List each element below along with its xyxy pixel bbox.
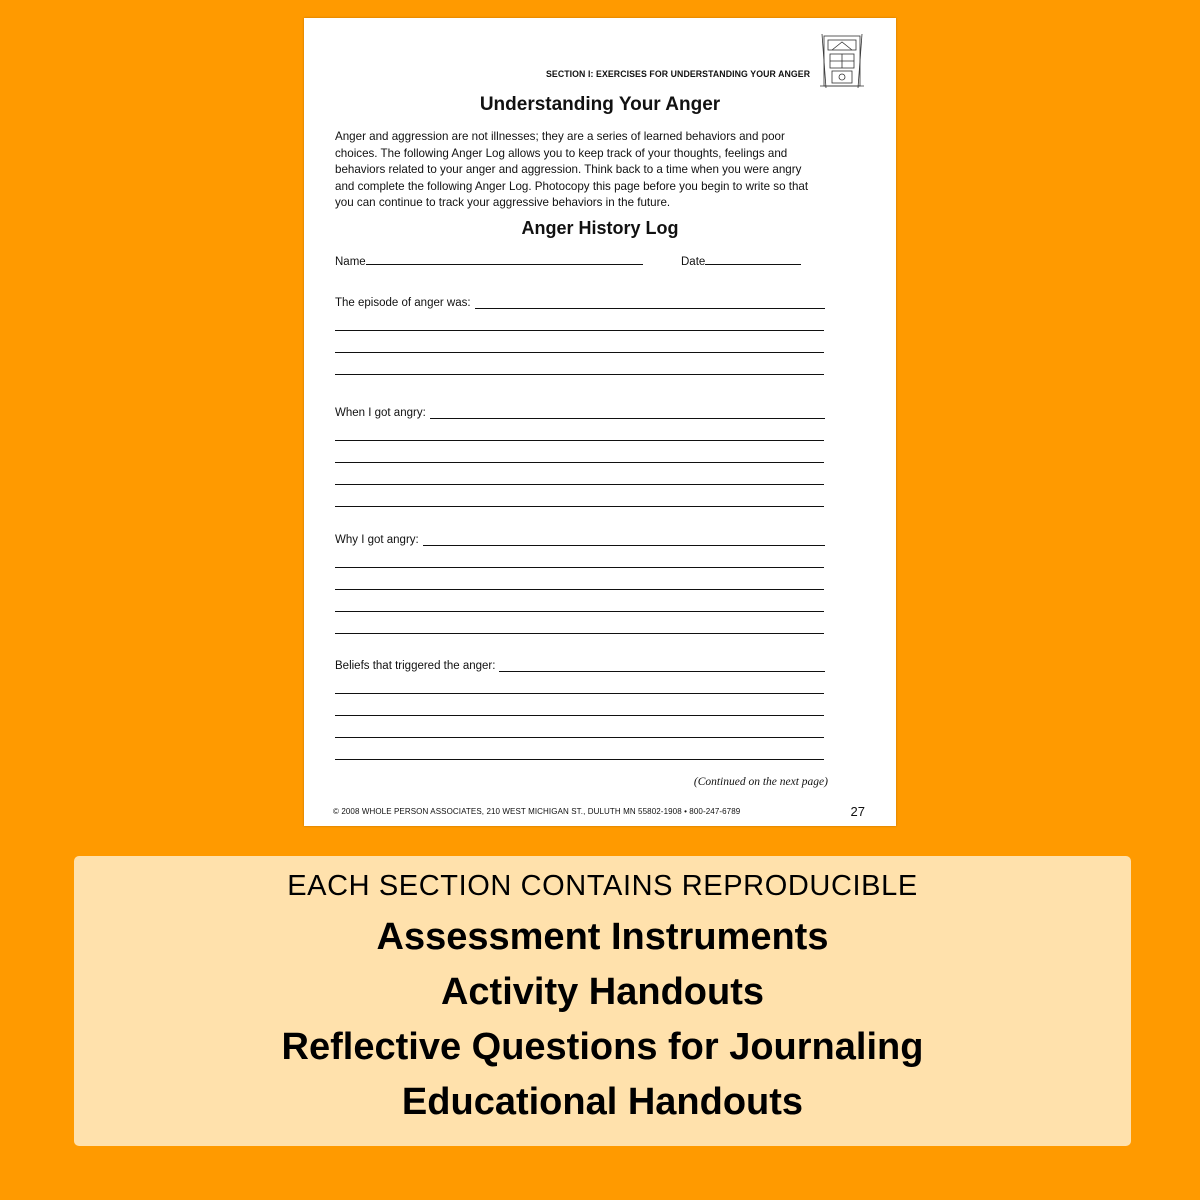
answer-line xyxy=(335,440,824,441)
intro-line: behaviors related to your anger and aggression. Think back to a time when you were angry xyxy=(335,163,802,177)
intro-line: and complete the following Anger Log. Photocopy this page before you begin to write so that xyxy=(335,179,809,193)
intro-line: Anger and aggression are not illnesses; they are a series of learned behaviors and poor xyxy=(335,130,785,143)
prompt-when xyxy=(335,407,825,419)
feature-banner xyxy=(74,856,1131,1146)
banner-item: Reflective Questions for Journaling xyxy=(281,1026,924,1068)
worksheet-page xyxy=(304,18,896,826)
section-header: SECTION I: EXERCISES FOR UNDERSTANDING YOUR ANGER xyxy=(545,69,810,80)
name-blank xyxy=(366,253,643,265)
prompt-label: When I got angry: xyxy=(335,407,426,419)
answer-line xyxy=(335,611,824,612)
intro-paragraph xyxy=(335,129,835,212)
answer-line xyxy=(335,737,824,738)
answer-line xyxy=(430,408,825,419)
banner-item: Educational Handouts xyxy=(401,1081,804,1123)
banner-item: Assessment Instruments xyxy=(376,916,829,958)
house-sketch-icon xyxy=(818,32,866,90)
prompt-beliefs xyxy=(335,660,825,672)
prompt-episode xyxy=(335,297,825,309)
banner-subtitle: EACH SECTION CONTAINS REPRODUCIBLE xyxy=(287,870,918,902)
answer-line xyxy=(335,715,824,716)
answer-line xyxy=(335,759,824,760)
log-title: Anger History Log xyxy=(521,218,679,238)
answer-line xyxy=(423,535,825,546)
answer-line xyxy=(335,567,824,568)
prompt-label: The episode of anger was: xyxy=(335,297,471,309)
answer-line xyxy=(335,589,824,590)
page-number: 27 xyxy=(850,804,865,819)
answer-line xyxy=(499,661,825,672)
date-label: Date xyxy=(681,256,706,268)
prompt-why xyxy=(335,534,825,546)
answer-line xyxy=(335,352,824,353)
answer-line xyxy=(335,462,824,463)
banner-item: Activity Handouts xyxy=(440,971,765,1013)
date-blank xyxy=(705,253,801,265)
answer-line xyxy=(335,330,824,331)
page-title: Understanding Your Anger xyxy=(479,94,721,115)
prompt-label: Beliefs that triggered the anger: xyxy=(335,660,496,672)
date-field xyxy=(681,253,801,268)
answer-line xyxy=(335,506,824,507)
prompt-label: Why I got angry: xyxy=(335,534,419,546)
answer-line xyxy=(335,374,824,375)
intro-line: choices. The following Anger Log allows you to keep track of your thoughts, feelings and xyxy=(335,146,788,160)
answer-line xyxy=(335,633,824,634)
name-field xyxy=(335,253,643,268)
answer-line xyxy=(335,484,824,485)
answer-line xyxy=(475,298,825,309)
intro-line: you can continue to track your aggressive behaviors in the future. xyxy=(335,196,671,210)
copyright-footer: © 2008 WHOLE PERSON ASSOCIATES, 210 WEST MICHIGAN ST., DULUTH MN 55802-1908 • 800-247-6789 xyxy=(333,807,741,816)
continued-note: (Continued on the next page) xyxy=(693,776,828,788)
name-label: Name xyxy=(335,256,366,268)
answer-line xyxy=(335,693,824,694)
